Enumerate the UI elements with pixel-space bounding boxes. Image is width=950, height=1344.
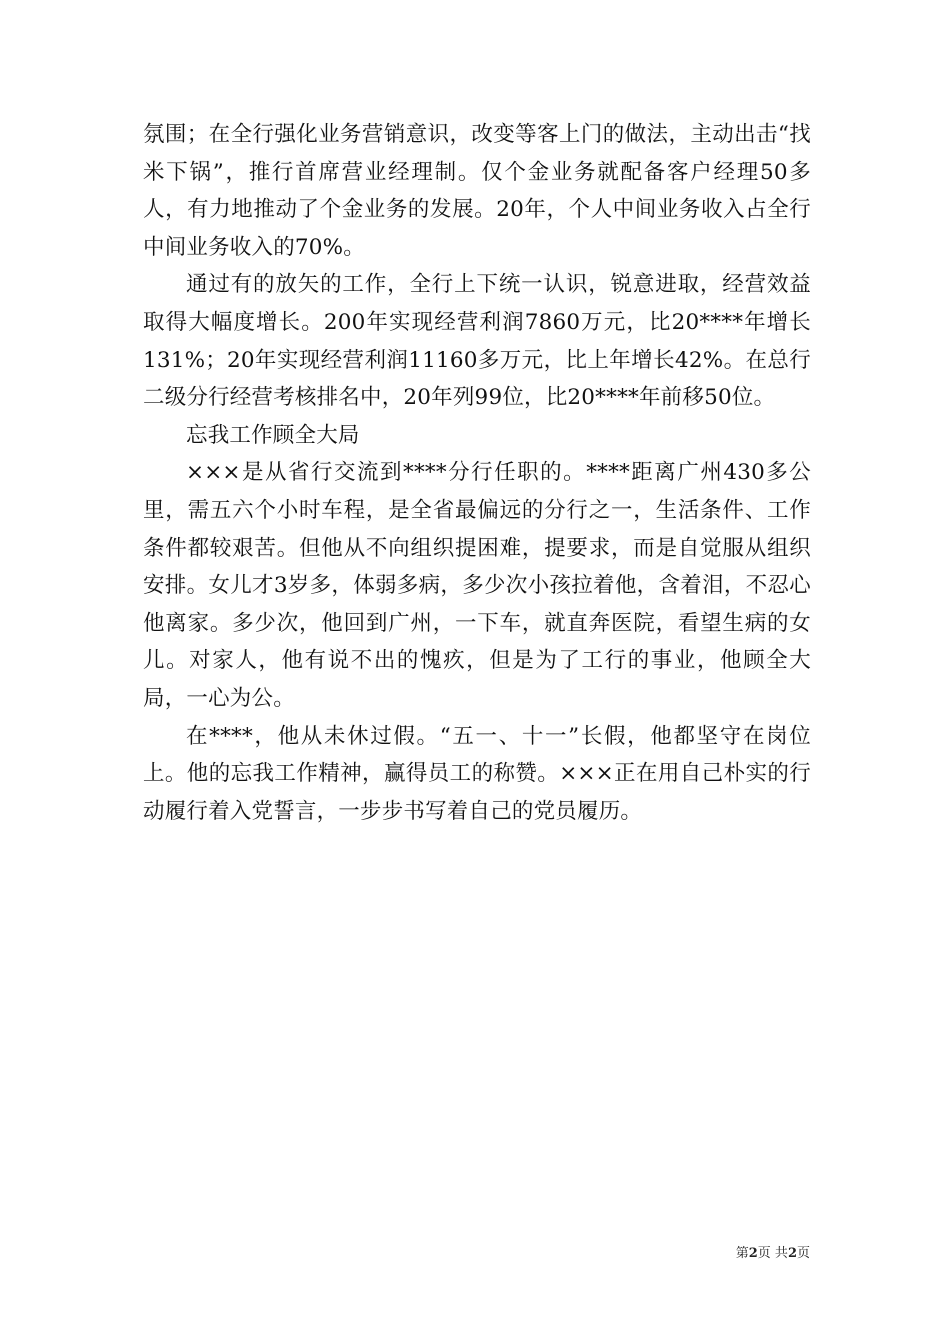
section-heading: 忘我工作顾全大局 [186, 422, 360, 448]
page-number-footer [736, 1246, 810, 1262]
paragraph-1: 氛围；在全行强化业务营销意识，改变等客上门的做法，主动出击“找米下锅”，推行首席营业经理制。仅个金业务就配备客户经理50多人，有力地推动了个金业务的发展。20年，个人中间业务收入占全行中间业务收入的70%。 [143, 122, 811, 260]
footer-middle: 页 共 [757, 1246, 788, 1261]
paragraph-3: ×××是从省行交流到****分行任职的。****距离广州430多公里，需五六个小时车程，是全省最偏远的分行之一，生活条件、工作条件都较艰苦。但他从不向组织提困难，提要求，而是自觉服从组织安排。女儿才3岁多，体弱多病，多少次小孩拉着他，含着泪，不忍心他离家。多少次，他回到广州，一下车，就直奔医院，看望生病的女儿。对家人，他有说不出的愧疚，但是为了工行的事业，他顾全大局，一心为公。 [143, 460, 811, 711]
document-body [143, 116, 811, 830]
paragraph-4: 在****，他从未休过假。“五一、十一”长假，他都坚守在岗位上。他的忘我工作精神，赢得员工的称赞。×××正在用自己朴实的行动履行着入党誓言，一步步书写着自己的党员履历。 [143, 723, 811, 824]
footer-prefix: 第 [735, 1246, 749, 1261]
footer-total-pages: 2 [787, 1246, 797, 1261]
footer-current-page: 2 [748, 1246, 758, 1261]
footer-suffix: 页 [796, 1246, 810, 1261]
paragraph-2: 通过有的放矢的工作，全行上下统一认识，锐意进取，经营效益取得大幅度增长。200年实现经营利润7860万元，比20****年增长131%；20年实现经营利润11160多万元，比上年增长42%。在总行二级分行经营考核排名中，20年列99位，比20****年前移50位。 [143, 272, 811, 411]
